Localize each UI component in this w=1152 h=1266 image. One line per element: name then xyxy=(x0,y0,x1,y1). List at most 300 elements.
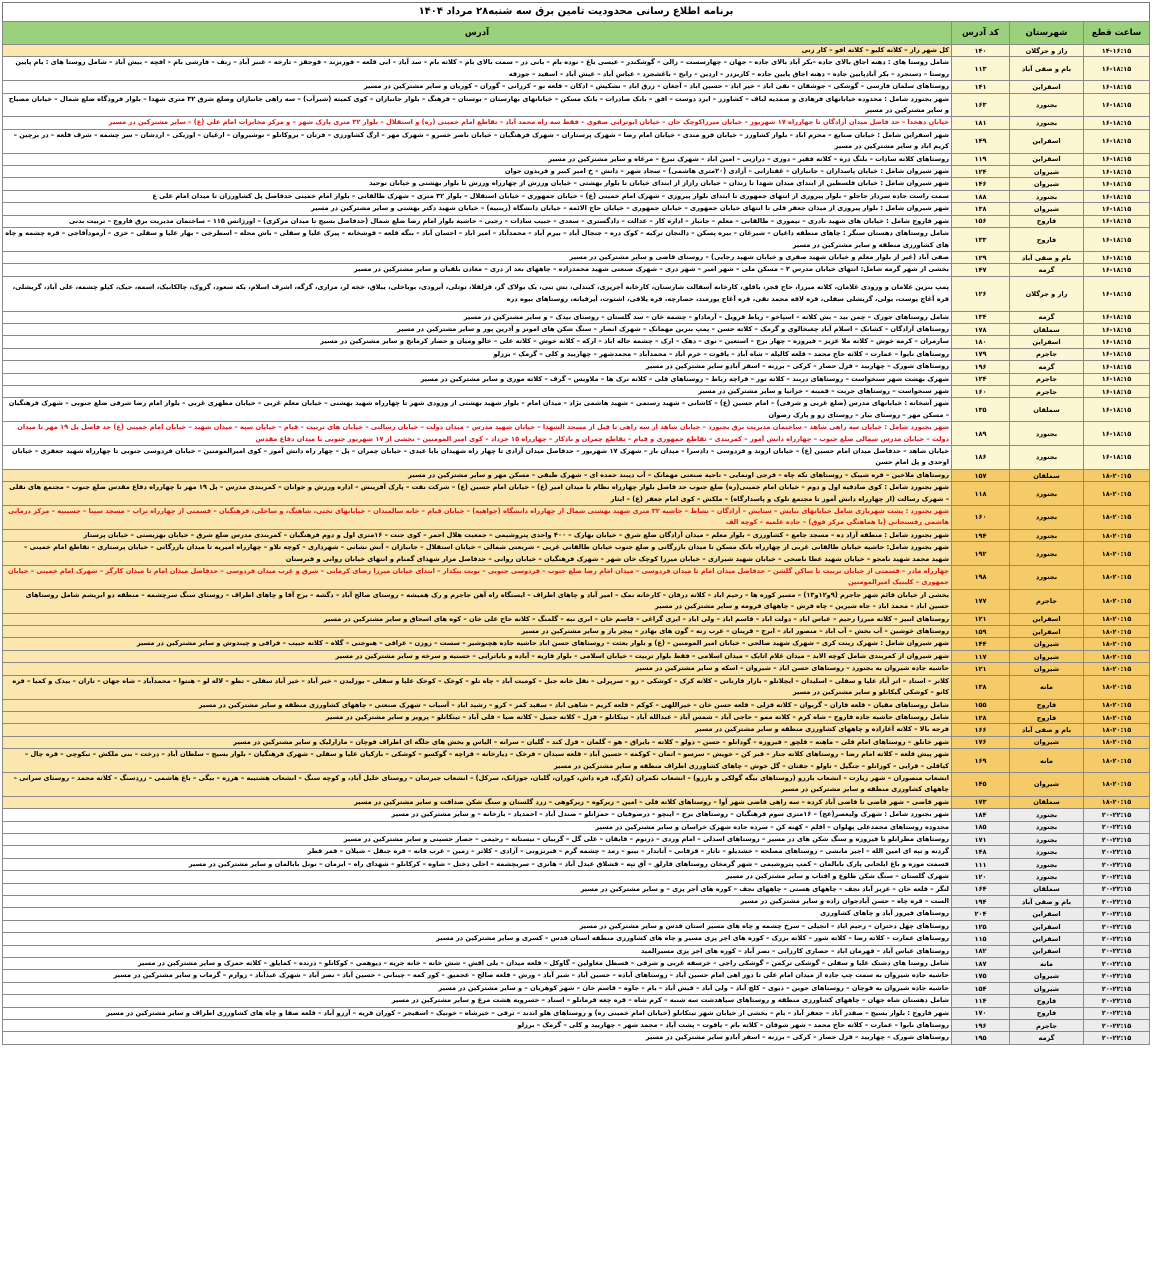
cell-city: بجنورد xyxy=(1010,117,1084,129)
cell-city: جاجرم xyxy=(1010,348,1084,360)
cell-address: شامل روستاهای حاشیه جاده فاروج – شاه کرم – کلاته ممو – حاجی آباد – شمس آباد – عبدالله آباد – تیتکانلو – قزل – کلاته جمیل – کلاته ضیا – قلی آباد – تیتکانلو – پرویز و سایر مشترکین در مسیر xyxy=(3,711,952,723)
cell-code: ۱۸۴ xyxy=(952,809,1010,821)
table-row xyxy=(3,724,1150,736)
cell-time: ۲۰-۲۲:۱۵ xyxy=(1084,896,1150,908)
cell-address: روستاهای فیروز آباد و چاهای کشاورزی xyxy=(3,908,952,920)
cell-time: ۱۶-۱۸:۱۵ xyxy=(1084,81,1150,93)
cell-code: ۱۴۱ xyxy=(952,81,1010,93)
cell-city: جاجرم xyxy=(1010,385,1084,397)
table-row xyxy=(3,626,1150,638)
cell-city: اسفراین xyxy=(1010,153,1084,165)
cell-code: ۱۲۴ xyxy=(952,373,1010,385)
cell-code: ۱۲۸ xyxy=(952,711,1010,723)
table-row xyxy=(3,858,1150,870)
cell-time: ۱۶-۱۸:۱۵ xyxy=(1084,190,1150,202)
table-row xyxy=(3,81,1150,93)
header-time: ساعت قطع xyxy=(1084,22,1150,45)
cell-city: اسفراین xyxy=(1010,613,1084,625)
cell-code: ۱۹۸ xyxy=(952,566,1010,590)
cell-code: ۱۶۹ xyxy=(952,749,1010,773)
cell-code: ۱۲۴ xyxy=(952,166,1010,178)
table-row xyxy=(3,264,1150,276)
cell-code: ۱۴۷ xyxy=(952,264,1010,276)
cell-city: جاجرم xyxy=(1010,1020,1084,1032)
cell-address: شهر شیروان شامل : بلوار پیروزی از میدان جعفر قلی تا انتهای خیابان جمهوری – خیابان جمهوری – خیابان حاج الائمه – خیابان دانشگاه (زینبیه) – خیابان شهید دکتر بهشتی و سایر مشترکین در مسیر xyxy=(3,203,952,215)
table-row xyxy=(3,675,1150,699)
cell-address: شهر شیروان شامل : شهرک زینت کری – شهرک شهید صالحی – خیابان امیر المومنین – (ع) و بلوار بعثت – روستاهای حسن اباد حاشیه جاده هچنوشیر – سست – زوزن – عراقی – هنوجنی – گلاه – کلاته حبیب – فراقی و چیندوش و سایر مشترکین در مسیر xyxy=(3,638,952,650)
cell-code: ۱۹۶ xyxy=(952,1020,1010,1032)
cell-address: شهر بجنورد شامل : شهرک ولیعصر(عج) – ۱۶متری سوم فرهنگیان – روستاهای برج – اینچو – درصوفیان – حمزانلو – صندل آباد – احمدیاد – بازخانه – و سایر مشترکین در مسیر xyxy=(3,809,952,821)
cell-code: ۱۲۵ xyxy=(952,920,1010,932)
cell-address: شامل روستاهای مقیان – قلعه قاران – گریوان – کلاته قزلی – قلعه حسن خان – خیراللهی – کوکم – قلعه کریم – شاهی اباد – سفید کمر – کرو – رشید اباد – آسیاب – شهرک صنعتی – چاههای کشاورزی منطقه و سایر مشترکین در مسیر xyxy=(3,699,952,711)
table-row xyxy=(3,203,1150,215)
cell-code: ۱۴۴ xyxy=(952,638,1010,650)
cell-time: ۱۸-۲۰:۱۵ xyxy=(1084,650,1150,662)
cell-city: اسفراین xyxy=(1010,945,1084,957)
cell-address: شهر قاضی – شهر قاضی تا قاضی آباد کرده – سه راهی قاضی شهر آوا – روستاهای کلاته قلی – امین – زیرکوه – زیرکوهی – زرد گلستان و سنگ شکن صداقت و سایر مشترکین در مسیر xyxy=(3,796,952,808)
cell-city: فاروج xyxy=(1010,711,1084,723)
cell-city: راز و جرگلان xyxy=(1010,276,1084,311)
table-row xyxy=(3,908,1150,920)
cell-time: ۱۶-۱۸:۱۵ xyxy=(1084,129,1150,153)
cell-time: ۱۶-۱۸:۱۵ xyxy=(1084,445,1150,469)
cell-code: ۱۵۹ xyxy=(952,626,1010,638)
cell-address: پمپ بنزین غلامان و ورودی غلامان، کلاته میرزا، حاج قجر، باقلق، کارخانه آسفالت شارستان، کارخانه آجرپزی، کیندلی، تش تبی، یک بولاک گز، قزلقلا، توتلی، آبرودی، بوباخلی، ییلاق، خخه لر، مزاری، گزگه، اشرف اسلام، یکه سعود، گزوک، چالکانیک، اسمه، حیک، کیلو چشمه، علی آباد، گریشلی، قره آغاچ پوست، یولی، گریشلی سفلی، قره لاقه محمد تقی، قره آغاج پورمند، حصارچه، قره یلاقی، اشتوت، آیرقیانه، روستاهای بیوه دره xyxy=(3,276,952,311)
cell-address: شهر آشخانه : خیابانهای مدرس (ضلع غربی و شرقی) – امام حسین (ع) – کاشانی – شهید رستمی – شهید هاشمی نژاد – میدان امام – بلوار شهید بهشتی از ورودی شهر تا چهارراه شهید بهشتی – خیابان معلم غربی – خیابان مطهری غربی – بلوار امام رضا شرقی ضلع جنوبی – شهرک فرهنگیان – مسکن مهر – روستای بیار – روستای زو و پارک رضوان xyxy=(3,398,952,422)
table-row xyxy=(3,215,1150,227)
cell-city: بجنورد xyxy=(1010,809,1084,821)
cell-code: ۱۸۸ xyxy=(952,190,1010,202)
cell-city: بجنورد xyxy=(1010,566,1084,590)
cell-city: مانه xyxy=(1010,958,1084,970)
cell-code: ۱۹۴ xyxy=(952,896,1010,908)
cell-code: ۱۶۳ xyxy=(952,93,1010,117)
cell-address: حاشیه جاده شیروان به سمت چپ جاده از میدان امام علی تا دور اهی امام حسین آباد – روستاهای آباده – حسین آباد – شیر آباد – ورش – قلعه صالح – عجمیق – کور کمه – چینانی – حسین آباد – نصر آباد – شهرک عبدآباد – زوارم – گرماب و سایر مشترکین در مسیر xyxy=(3,970,952,982)
cell-code: ۱۴۰ xyxy=(952,45,1010,57)
cell-time: ۱۶-۱۸:۱۵ xyxy=(1084,215,1150,227)
cell-city: بام و صفی آباد xyxy=(1010,251,1084,263)
cell-time: ۱۸-۲۰:۱۵ xyxy=(1084,638,1150,650)
cell-code: ۱۲۱ xyxy=(952,663,1010,675)
table-row xyxy=(3,970,1150,982)
cell-code: ۱۱۵ xyxy=(952,933,1010,945)
cell-time: ۲۰-۲۲:۱۵ xyxy=(1084,920,1150,932)
cell-address: کلاتر – استاد – اتر آباد علیا و سفلی – اسلیدان – ایچلانلو – بازار قارنانی – کلاته کرک – کوشکی – زو – سرپرلی – نقل خانه جبل – کومیت آباد – چاه تلو – کوخک – کوخک علیا و سفلی – یوزلیدن – خیر آباد – خیر آباد سفلی – تطو – لاله لو – هنتوا – محمدآباد – شاه جهان – تاران – بیدک و کمیا – قره کانو – کوشکی گیکانلو و سایر مشترکین در مسیر xyxy=(3,675,952,699)
cell-address: شهرک گلستان – سنگ شکن طلوع و اقتاب و سایر مشترکین در مسیر xyxy=(3,871,952,883)
table-row xyxy=(3,772,1150,796)
cell-address: روستاهای چهل دختران – رحیم اباد – انجیلی – سرخ چشمه و چاه های مسیر استان قدس و سایر مشترکین در مسیر xyxy=(3,920,952,932)
table-row xyxy=(3,796,1150,808)
cell-code: ۱۲۶ xyxy=(952,276,1010,311)
table-row xyxy=(3,251,1150,263)
table-row xyxy=(3,166,1150,178)
cell-code: ۱۲۱ xyxy=(952,613,1010,625)
cell-time: ۱۶-۱۸:۱۵ xyxy=(1084,361,1150,373)
cell-address: روستاهای کلاته سادات – بلنگ دره – کلاته فقیر – دوری – درازیی – امین اباد – شهرک تیرغ – مرغاه و سایر مشترکین در مسیر xyxy=(3,153,952,165)
cell-address: روستاهای شورک – چهاربید – قزل حصار – کرکی – برزنه – اسفر آبادو سایر مشترکین در مسیر xyxy=(3,1032,952,1044)
cell-city: جاجرم xyxy=(1010,373,1084,385)
cell-city: اسفراین xyxy=(1010,336,1084,348)
table-row xyxy=(3,542,1150,566)
cell-code: ۱۹۵ xyxy=(952,1032,1010,1044)
cell-time: ۱۶-۱۸:۱۵ xyxy=(1084,57,1150,81)
cell-time: ۱۴-۱۶:۱۵ xyxy=(1084,45,1150,57)
header-row xyxy=(3,22,1150,45)
table-row xyxy=(3,982,1150,994)
cell-address: روستاهای شورک – چهاربید – قزل حصار – کرکی – برزنه – اسفر آبادو سایر مشترکین در مسیر xyxy=(3,361,952,373)
cell-address: انشعاب منصوران – شهر زیارت – انشعاب بارزو (روستاهای بیگه گولکی و بارزو) – انشعاب نکمران (تکرگ، قره داش، کوران، گلیان، جوزانک، سرکل) – انشعاب جبرسان – روستای خلیل آباد، و کوچه سنگ – انشعاب هشتیبه – هرزه – بیگی – باغ هاشمی – زردسنگ – کلاته محمد – روستای سرانی – چاههای کشاورزی منطقه و سایر مشترکین در مسیر xyxy=(3,772,952,796)
cell-city: فاروج xyxy=(1010,699,1084,711)
cell-code: ۱۷۵ xyxy=(952,970,1010,982)
cell-city: اسفراین xyxy=(1010,81,1084,93)
cell-city: شیروان xyxy=(1010,970,1084,982)
cell-time: ۱۸-۲۰:۱۵ xyxy=(1084,675,1150,699)
cell-address: محدوده روستاهای محمدعلی پهلوان – اقلم – کهنه کن – سرده جاده شهرک خراسان و سایر مشترکین در مسیر xyxy=(3,821,952,833)
cell-city: بجنورد xyxy=(1010,529,1084,541)
cell-address: شهر پیش قلعه – کلاته امام رضا – روستاهای کلاته جنار – قبر کن – خویش – سرسو – اتمان – کوکمه – حسین آباد – قلعه سیدان – فرخک – دیارخانه – قراچه – گوکسو – کوشکی – بازکیان علیا و سفلی – شهرک فرهنگیان – بلوار بسیج – سلطان آباد – درخت – بنی ملکش – تبکوچی – قره چال – کیاقلی – قرایی – کوزانلو – جنگیل – تاولو – جفتان – گل خوش – چاهای کشاورزی اطراف منطقه و سایر مشترکین در مسیر xyxy=(3,749,952,773)
cell-code: ۱۷۳ xyxy=(952,796,1010,808)
table-row xyxy=(3,846,1150,858)
document-sheet xyxy=(2,2,1150,1045)
cell-city: بام و صفی آباد xyxy=(1010,896,1084,908)
cell-address: شامل روستاهای جوزک – چمن بید – بش کلاته – اسپاخو – رباط قرویل – آرماداو – چشمه خان – سد گلستان – روستای بیدک – و سایر مشترکین در مسیر xyxy=(3,311,952,323)
cell-time: ۲۰-۲۲:۱۵ xyxy=(1084,970,1150,982)
cell-address: گردنه و تپه ای امین الله – اجیر مانشی – روستاهای مصلحه – خشدیلو – تاتار – قرقانی – آتاندار – نیبو – رمد – چشمه گرم – قبرنزونی – آزادی – کلاتر – زمین – عرب قانه – قره جنقل – شیلان – قمر قطر xyxy=(3,846,952,858)
cell-address: روستاهای آزادگان – کشانک – اسلام آباد چغبخالوی و گرمک – کلاته حسن – پمپ بنزین مهمانک – شهرک انصار – سنگ شکن های امونز و آذرین پور و سایر مشترکین در مسیر xyxy=(3,323,952,335)
table-row xyxy=(3,995,1150,1007)
cell-address: چهارراه مادر – قسمتی از خیابان تربیت تا ساکن گلشن – حدفاصل میدان امام تا میدان فردوسی – میدان امام رضا ضلع جنوب – فردوسی جنوبی – نوبت بنکدار – ابتدای خیابان میرزا رضای کرمانی – شرق و غرب میدان فردوسی – حدفاصل میدان امام تا میدان کارگر – شهرک امام خمینی – خیابان جمهوری – کلینیک امیرالمومنین xyxy=(3,566,952,590)
table-row xyxy=(3,650,1150,662)
cell-address: روستاهای سلمان فارسی – گوشکی – جوشقان – نقی اباد – خیر اباد – حسین اباد – آجغان – زرق اباد – نشکیش – ادکان – قلعه نو – کرزانی – گوران – کوریان و سایر مشترکین در مسیر xyxy=(3,81,952,93)
cell-code: ۱۴۶ xyxy=(952,178,1010,190)
table-row xyxy=(3,933,1150,945)
cell-city: شیروان xyxy=(1010,982,1084,994)
cell-code: ۲۰۴ xyxy=(952,908,1010,920)
cell-code: ۱۸۱ xyxy=(952,117,1010,129)
cell-code: ۱۷۹ xyxy=(952,348,1010,360)
cell-time: ۱۸-۲۰:۱۵ xyxy=(1084,736,1150,748)
cell-address: شهر فاروج : بلوار بسیج – صفدر آباد – جعفر آباد – بام – بخشی از خیابان شهر تیتکانلو (خیابان امام خمینی ره) و روستاهای هلو اندند – ترقی – خیرشاه – خونیک – اسفیجر – کوران قریه – آرزو آباد – قلعه صفا و چاه های کشاورزی اطراف و سایر مشترکین در مسیر xyxy=(3,1007,952,1019)
cell-city: راز و جرگلان xyxy=(1010,45,1084,57)
cell-city: بجنورد xyxy=(1010,482,1084,506)
cell-city: شیروان xyxy=(1010,772,1084,796)
cell-address: سمت راست جاده سردار جاجلو – بلوار پیروزی از انتهای جمهوری تا ابتدای بلوار پیروزی – شهرک امام خمینی (ع) – خیابان جمهوری – خیابان استقلال – بلوار ۳۲ متری – شهرک طالقانی – بلوار امام خمینی حدفاصل پل کشاورزان تا میدان امام علی ع xyxy=(3,190,952,202)
cell-address: روستاهای خوشین – آب بخش – آب اباد – منصور اباد – ابرج – قرینان – عرب زنه – گون های بهادر – پیچر یاز و سایر مشترکین در مسیر xyxy=(3,626,952,638)
cell-time: ۱۶-۱۸:۱۵ xyxy=(1084,336,1150,348)
table-row xyxy=(3,638,1150,650)
cell-address: شهر بجنورد شامل : محدوده خیابانهای فرهادی و صمدیه لباف – کشاورز – ایزد دوست – افق – بانک صادرات – بانک مسکن – خیابانهای بهارستان – بوستان – فرهنگ – بلوار جانبازان – کوی کمیته (شیرآب) – سه راهی جانبازان وضلع شرق ۳۲ متری شهدا – بلوار فرودگاه ضلع شمال – خیابان مصباح و سایر مشترکین در مسیر xyxy=(3,93,952,117)
cell-time: ۲۰-۲۲:۱۵ xyxy=(1084,945,1150,957)
cell-time: ۱۶-۱۸:۱۵ xyxy=(1084,422,1150,446)
cell-time: ۱۸-۲۰:۱۵ xyxy=(1084,469,1150,481)
cell-code: ۱۸۲ xyxy=(952,945,1010,957)
cell-city: اسفراین xyxy=(1010,920,1084,932)
cell-city: جاجرم xyxy=(1010,589,1084,613)
cell-city: شیروان xyxy=(1010,663,1084,675)
cell-address: فرجه بالا – کلاته آغازاده و چاههای کشاورزی منطقه و سایر مشترکین در مسیر xyxy=(3,724,952,736)
cell-address: روستاهای نابوا – عمارت – کلاته حاج محمد – قلعه کالیله – شاه آباد – یاقوت – خرم آباد – محمدآباد – محمدشهر – چهاربید و کلی – گرمک – برزلو xyxy=(3,348,952,360)
table-row xyxy=(3,1007,1150,1019)
cell-city: اسفراین xyxy=(1010,933,1084,945)
cell-code: ۱۸۰ xyxy=(952,336,1010,348)
cell-city: گرمه xyxy=(1010,311,1084,323)
cell-time: ۲۰-۲۲:۱۵ xyxy=(1084,933,1150,945)
cell-city: فاروج xyxy=(1010,1007,1084,1019)
cell-time: ۲۰-۲۲:۱۵ xyxy=(1084,1032,1150,1044)
cell-city: بجنورد xyxy=(1010,833,1084,845)
cell-time: ۱۸-۲۰:۱۵ xyxy=(1084,613,1150,625)
cell-address: روستاهای عمارت – کلاته رضا – کلاته شور – کلاته بزرک – کوره های اجر پزی مسیر و چاه های کشاورزی منطقه استان قدس – کسری و سایر مشترکین در مسیر xyxy=(3,933,952,945)
cell-time: ۱۸-۲۰:۱۵ xyxy=(1084,482,1150,506)
cell-city: گرمه xyxy=(1010,1032,1084,1044)
cell-address: الست – قره چاه – حسن آبادجوان زاده و سایر مشترکین در مسیر xyxy=(3,896,952,908)
cell-address: روستاهای نابوا – عمارت – کلاته حاج محمد – شهر شوقان – کلاته بام – یاقوت – پشت آباد – محمد شهر – چهاربید و کلی – گرمک – برزلو xyxy=(3,1020,952,1032)
cell-code: ۱۸۷ xyxy=(952,958,1010,970)
cell-city: شیروان xyxy=(1010,166,1084,178)
cell-address: شهر بجنورد شامل : خیابان سه راهی شاهد – ساختمان مدیریت برق بجنورد – خیابان شاهد از سه راهی تا قبل از مسجد الشهدا – خیابان شهید مدرس – میدان دولت – خیابان رسالتی – خیابان های تربیت – قیام – خیابان سپه – میدان شهید – خیابان امام خمینی (ع) حد فاصل پل ۱۹ مهر تا میدان دولت – خیابان مدرس شمالی ضلع جنوب – چهارراه دانش آموز – کمربندی – تقاطع جمهوری و قیام – تقاطع چمران و بادکار – چهارراه ۱۵ خرداد – کوی امیر المومنین – بخشی از ۱۷ شهریور جنوبی تا میدان دفاع مقدس xyxy=(3,422,952,446)
cell-time: ۲۰-۲۲:۱۵ xyxy=(1084,833,1150,845)
cell-city: سملقان xyxy=(1010,796,1084,808)
cell-time: ۲۰-۲۲:۱۵ xyxy=(1084,995,1150,1007)
table-row xyxy=(3,1032,1150,1044)
table-row xyxy=(3,945,1150,957)
cell-city: فاروج xyxy=(1010,215,1084,227)
cell-time: ۲۰-۲۲:۱۵ xyxy=(1084,982,1150,994)
cell-time: ۱۸-۲۰:۱۵ xyxy=(1084,566,1150,590)
table-row xyxy=(3,445,1150,469)
table-row xyxy=(3,833,1150,845)
cell-address: شامل دهستان شاه جهان – چاههای کشاورزی منطقه و روستاهای سیاهدشت سه شنبه – کرم شاه – قره چغه فرمانلو – اسناد – خسرویه هشت مرغ و سایر مشترکین در مسیر xyxy=(3,995,952,1007)
cell-code: ۱۳۳ xyxy=(952,228,1010,252)
cell-time: ۱۶-۱۸:۱۵ xyxy=(1084,323,1150,335)
cell-city: شیروان xyxy=(1010,178,1084,190)
table-row xyxy=(3,469,1150,481)
cell-time: ۲۰-۲۲:۱۵ xyxy=(1084,1020,1150,1032)
table-row xyxy=(3,736,1150,748)
cell-code: ۱۵۷ xyxy=(952,469,1010,481)
cell-city: گرمه xyxy=(1010,361,1084,373)
cell-time: ۱۶-۱۸:۱۵ xyxy=(1084,153,1150,165)
table-row xyxy=(3,348,1150,360)
cell-code: ۱۷۱ xyxy=(952,833,1010,845)
cell-city: اسفراین xyxy=(1010,626,1084,638)
cell-code: ۱۷۷ xyxy=(952,589,1010,613)
cell-address: بخشی از شهر گرمه شامل: انتهای خیابان مدرس ۲ – مسکن ملی – شهر امیر – شهر دری – شهرک صنعتی شهید محمدزاده – چاههای بعد از دری – معادن بلقیان و سایر مشترکین در مسیر xyxy=(3,264,952,276)
cell-time: ۲۰-۲۲:۱۵ xyxy=(1084,958,1150,970)
cell-time: ۱۶-۱۸:۱۵ xyxy=(1084,178,1150,190)
table-row xyxy=(3,920,1150,932)
outage-table xyxy=(2,21,1150,1045)
cell-code: ۱۱۷ xyxy=(952,650,1010,662)
cell-city: شیروان xyxy=(1010,638,1084,650)
table-row xyxy=(3,749,1150,773)
table-row xyxy=(3,398,1150,422)
table-row xyxy=(3,276,1150,311)
cell-time: ۲۰-۲۲:۱۵ xyxy=(1084,1007,1150,1019)
cell-time: ۱۶-۱۸:۱۵ xyxy=(1084,264,1150,276)
cell-time: ۱۶-۱۸:۱۵ xyxy=(1084,348,1150,360)
cell-address: بخشی از خیابان قائم شهر جاجرم (۹و۱۲و۱۳) – مسیر کوره ها – رحیم اباد – کلاته درقان – کارخانه نمک – امیر آباد و چاهای اطراف – ایستگاه راه آهن جاجرم و رک همیشه – روستای صالح آباد – دگشه – برج آقا و چاهای اطراف – روستای سنگ سرچشمه – منطقه دو ابریشم شامل روستاهای حسین اباد – محمد اباد – جاه شیرین – چاه فرش – چاههای فرومه و سایر مشترکین در مسیر xyxy=(3,589,952,613)
page-title: برنامه اطلاع رسانی محدودیت تامین برق سه شنبه۲۸ مرداد ۱۴۰۴ xyxy=(2,2,1150,21)
cell-time: ۲۰-۲۲:۱۵ xyxy=(1084,871,1150,883)
cell-address: شامل روستا های : دهنه اجاق بالای جاده –بکر آباد بالای جاده – جهان – چهارسست – زالی – گوشکندر – عیسی باغ – نوده بام – بانی در – سمت بالای بام – کلاته بام – سد آباد – ابی قلعه – فورنزند – قوجقز – تارخه – عنبر آباد – زنف – فارشی بام – افچه – بیش آباد – شامل روستا های : بام پایین روستا – دستجرد – بکر آبادپایین جاده – دهنه اجاق پایین جاده – کاریزدر – اردین – رابخ – باغشجرد – عباس آباد – عیش آباد – اسفید – جوزقه xyxy=(3,57,952,81)
header-city: شهرستان xyxy=(1010,22,1084,45)
table-row xyxy=(3,323,1150,335)
table-row xyxy=(3,311,1150,323)
cell-city: شیروان xyxy=(1010,203,1084,215)
cell-city: بجنورد xyxy=(1010,506,1084,530)
cell-time: ۱۶-۱۸:۱۵ xyxy=(1084,373,1150,385)
table-row xyxy=(3,373,1150,385)
cell-address: شهر بجنورد شامل : منطقه آزاد ده – مسجد جامع – کشاورزی – بلوار معلم – میدان آزادگان ضلع شرق – خیابان بهارک – ۴۰۰ واحدی پتروشیمی – جمعیت هلال احمر – کوی جنت – ۱۶متری اول و دوم فرهنگیان – کمربندی مدرس ضلع شرق – خیابان بهزیستی – خیابان پرستار xyxy=(3,529,952,541)
cell-code: ۱۱۱ xyxy=(952,858,1010,870)
cell-address: شامل روستاهای دهستان سنگر : چاهای منطقه داغیان – شیرغان – بیره پسکن – دالنجان ترکیه – کوک دره – جنجال آباد – بیرم آباد – محمدآباد – امیر اباد – احسان آباد – بنگه قلعه – قوشخانه – پیرک علیا و سفلی – باش محله – اسطرخی – بهار علیا و سفلی – خزی – آرمودآقاجی – قره چشمه و چاه های کشاورزی منطقه و سایر مشترکین در مسیر xyxy=(3,228,952,252)
cell-code: ۱۶۰ xyxy=(952,506,1010,530)
cell-address: لنگر – قلعه خان – عزیز آباد نجف – چاههای هستی – چاههای نجف – کوره های آجر پزی – و سایر مشترکین در مسیر xyxy=(3,883,952,895)
cell-time: ۱۸-۲۰:۱۵ xyxy=(1084,699,1150,711)
cell-time: ۱۸-۲۰:۱۵ xyxy=(1084,749,1150,773)
table-row xyxy=(3,896,1150,908)
cell-code: ۱۷۶ xyxy=(952,736,1010,748)
cell-city: فاروج xyxy=(1010,228,1084,252)
table-row xyxy=(3,566,1150,590)
cell-address: شهر خانلق – روستاهای امام قلی – ماهنه – قلچق – فیروزه – گودانلو – حسن – دولو – کلاته – بایراق – هو – گلمان – قزل کند – گلیان – سرانه – الیاس و بخش های جلگه ای اطراف قوچان – مازارلیک و سایر مشترکین در مسیر xyxy=(3,736,952,748)
cell-code: ۱۸۵ xyxy=(952,821,1010,833)
table-row xyxy=(3,958,1150,970)
table-row xyxy=(3,93,1150,117)
cell-code: ۱۶۶ xyxy=(952,724,1010,736)
table-body xyxy=(3,45,1150,1045)
cell-city: بجنورد xyxy=(1010,542,1084,566)
header-address: آدرس xyxy=(3,22,952,45)
table-row xyxy=(3,482,1150,506)
table-row xyxy=(3,663,1150,675)
cell-time: ۱۸-۲۰:۱۵ xyxy=(1084,772,1150,796)
table-row xyxy=(3,809,1150,821)
cell-city: بام و صفی آباد xyxy=(1010,724,1084,736)
cell-time: ۱۶-۱۸:۱۵ xyxy=(1084,276,1150,311)
cell-address: روستاهای ملاخین – قره شیبک – روستاهای تکه چاه – قرجی اونمایی – ناحیه صنعتی مهمانک – آب دیبند حمده ای – شهرک طبقی – مسکن مهر و سایر مشترکین در مسیر xyxy=(3,469,952,481)
cell-time: ۱۶-۱۸:۱۵ xyxy=(1084,398,1150,422)
cell-city: بجنورد xyxy=(1010,93,1084,117)
table-row xyxy=(3,336,1150,348)
cell-address: شامل روستا های دشتک علیا و سفلی – گوشکی ترکمن – گوشکی راجی – خرسفه غربی و شرقی – قسطل مغاولین – گاوکل – قلعه میدان – بلی اقش – شش خانه – خانه جریه – دیوهمی – کوکانلو – درنده – کمایلق – کلاته حمزک و سایر مشترکین در مسیر xyxy=(3,958,952,970)
cell-city: بجنورد xyxy=(1010,858,1084,870)
cell-city: بجنورد xyxy=(1010,445,1084,469)
cell-city: فاروج xyxy=(1010,995,1084,1007)
cell-time: ۲۰-۲۲:۱۵ xyxy=(1084,821,1150,833)
cell-city: اسفراین xyxy=(1010,129,1084,153)
cell-address: روستاهای انبیز – کلاته میرزا رحیم – عباس اباد – دولت اباد – قاسم اباد – ولی اباد – ایزی گراغی – قاسم خان – ابری نبه – گلمنگ – کلاته حاج علی خان – کوه های اسحاق و سایر مشترکین در مسیر xyxy=(3,613,952,625)
cell-time: ۱۸-۲۰:۱۵ xyxy=(1084,796,1150,808)
table-row xyxy=(3,711,1150,723)
cell-time: ۲۰-۲۲:۱۵ xyxy=(1084,846,1150,858)
cell-code: ۱۱۸ xyxy=(952,482,1010,506)
cell-code: ۱۴۹ xyxy=(952,129,1010,153)
cell-code: ۱۵۵ xyxy=(952,699,1010,711)
table-row xyxy=(3,129,1150,153)
cell-city: اسفراین xyxy=(1010,908,1084,920)
cell-code: ۱۷۸ xyxy=(952,323,1010,335)
table-row xyxy=(3,821,1150,833)
cell-code: ۱۴۸ xyxy=(952,846,1010,858)
cell-code: ۱۱۴ xyxy=(952,995,1010,1007)
cell-code: ۱۱۳ xyxy=(952,57,1010,81)
cell-time: ۱۶-۱۸:۱۵ xyxy=(1084,228,1150,252)
table-row xyxy=(3,871,1150,883)
cell-code: ۱۲۰ xyxy=(952,871,1010,883)
cell-address: قسمت موزه و باغ ایلخانی پارک بابالمان – کمپ پتروشیمی – شهر گرمخان روستاهای قارلق – آق تپه – قشلاق عبدل آباد – هانزی – سربچشمه – احلی دختل – شاوه – کرکانلو – شهدای راه – ایزمان – نونل بابالمان و سایر مشترکین در مسیر xyxy=(3,858,952,870)
cell-code: ۱۲۹ xyxy=(952,251,1010,263)
table-row xyxy=(3,57,1150,81)
cell-address: شهر شیروان از کمربندی شامل کوچه الابد – میدان غلام اتابک – میدان اسلامی – فقط بلوار تربیت – خیابان اسلامی – بلوار قاریه – آباده و باباترابی – حسنیه و سرخه و سایر مشترکین در مسیر xyxy=(3,650,952,662)
cell-code: ۱۳۸ xyxy=(952,675,1010,699)
table-row xyxy=(3,361,1150,373)
cell-city: بام و صفی آباد xyxy=(1010,57,1084,81)
cell-city: سملقان xyxy=(1010,883,1084,895)
cell-time: ۲۰-۲۲:۱۵ xyxy=(1084,809,1150,821)
table-row xyxy=(3,153,1150,165)
cell-address: شهر بجنورد : پشت شهربازی شامل خیابانهای نیایش – ستایش – آزادگان – نشاط – حاشیه ۳۲ متری شهید بهشتی شمال از چهارراه دانشگاه (جواهیه) – خیابان قیام – خانه سالمندان – خیابانهای تختی، شاهنگ، و ساحلی، فرهنگیان – قسمتی از چهارراه تراب – مسجد سیبا – حسینیه – مرکز درمانی هاشمی رفسنجانی (با هماهنگی مرکز فوق) – جاده علمیه – کوچه الف xyxy=(3,506,952,530)
cell-address: حاشیه جاده شیروان به قوچان – روستاهای جوین – دیوی – کلچ آباد – ولی آباد – قیش آباد – یام – جاوه – قاسم خان – شهر کوهریان – و سایر مشترکین در مسیر xyxy=(3,982,952,994)
cell-address: خیابان شاهد – حدفاصل میدان امام حسین (ع) – خیابان اروند و فردوسی – دادسرا – میدان باز – شهرک ۱۷ شهریور – حدفاصل میدان آزادی تا چهار راه شهیدان بابا عیدی – خیابان چمران – پل – چهار راه دانش آموز – کوی امیرالمومنین – خیابان فردوسی جنوبی تا چهارراه شهید جعفری – خیابان اوحدی و پل امام حسن xyxy=(3,445,952,469)
cell-address: کل شهر راز – کلاته کلیو – کلاته افو – کار زنی xyxy=(3,45,952,57)
cell-city: گرمه xyxy=(1010,264,1084,276)
cell-city: شیروان xyxy=(1010,650,1084,662)
cell-time: ۱۶-۱۸:۱۵ xyxy=(1084,93,1150,117)
cell-time: ۱۸-۲۰:۱۵ xyxy=(1084,589,1150,613)
table-row xyxy=(3,117,1150,129)
cell-code: ۱۳۵ xyxy=(952,398,1010,422)
cell-city: شیروان xyxy=(1010,736,1084,748)
table-row xyxy=(3,529,1150,541)
cell-city: سملقان xyxy=(1010,398,1084,422)
cell-time: ۱۸-۲۰:۱۵ xyxy=(1084,663,1150,675)
cell-code: ۱۷۰ xyxy=(952,1007,1010,1019)
table-row xyxy=(3,178,1150,190)
cell-city: بجنورد xyxy=(1010,821,1084,833)
table-row xyxy=(3,613,1150,625)
cell-address: صفی آباد (غیر از بلوار معلم و خیابان شهید صفری و خیابان شهید رجایی) – روستای قاضی و سایر مشترکین در مسیر xyxy=(3,251,952,263)
cell-address: روستاهای مطرانلو تا فیروزه و سنگ شکن های در مسیر – روستاهای اسدلی – امام وردی – درنوم – قابقان – علی گل – گربیان – نیستانه – رحیمی – حصار حسینی و سایر مشترکین در مسیر xyxy=(3,833,952,845)
cell-code: ۱۸۶ xyxy=(952,445,1010,469)
cell-address: حاشیه جاده شیروان به بجنورد – روستاهای حسن اباد – شیروان – اسکه و سایر مشترکین در مسیر xyxy=(3,663,952,675)
cell-code: ۱۹۶ xyxy=(952,361,1010,373)
cell-code: ۱۳۸ xyxy=(952,203,1010,215)
cell-time: ۲۰-۲۲:۱۵ xyxy=(1084,883,1150,895)
cell-time: ۱۶-۱۸:۱۵ xyxy=(1084,117,1150,129)
cell-code: ۱۴۵ xyxy=(952,772,1010,796)
cell-time: ۱۶-۱۸:۱۵ xyxy=(1084,311,1150,323)
cell-time: ۱۶-۱۸:۱۵ xyxy=(1084,203,1150,215)
table-row xyxy=(3,589,1150,613)
cell-code: ۱۱۹ xyxy=(952,153,1010,165)
cell-code: ۱۹۴ xyxy=(952,529,1010,541)
table-row xyxy=(3,699,1150,711)
cell-time: ۱۸-۲۰:۱۵ xyxy=(1084,506,1150,530)
table-row xyxy=(3,190,1150,202)
cell-time: ۱۶-۱۸:۱۵ xyxy=(1084,166,1150,178)
cell-address: شهر شیروان شامل : خیابان پاسداران – جانبازان – غفتازانی – آزادی (۲۰متری هاشمی) – سجاد شهر – دانش – خ امیر کبیر و فریدون جوان xyxy=(3,166,952,178)
cell-address: سارمران – کرمه خوش – کلاته ملا عزیز – فیروزه – چهار برج – استعین – نوی – دهک – ارک – چشمه خاله اباد – ارکه – کلاته خوش – کلاته علی – خالو ومیان و حصار کرمانج و سایر مشترکین در مسیر xyxy=(3,336,952,348)
cell-time: ۲۰-۲۲:۱۵ xyxy=(1084,858,1150,870)
cell-code: ۱۳۴ xyxy=(952,311,1010,323)
cell-time: ۱۸-۲۰:۱۵ xyxy=(1084,711,1150,723)
cell-address: شهر شیروان شامل : خیابان فلسطین از ابتدای میدان شهدا تا زندان – خیابان رازاز از ابتدای خیابان تا بلوار بهشتی – خیابان ورزش از چهارراه ورزش تا بلوار بهشتی و خیابان توحید xyxy=(3,178,952,190)
cell-code: ۱۶۰ xyxy=(952,385,1010,397)
cell-code: ۱۵۴ xyxy=(952,982,1010,994)
cell-time: ۲۰-۲۲:۱۵ xyxy=(1084,908,1150,920)
